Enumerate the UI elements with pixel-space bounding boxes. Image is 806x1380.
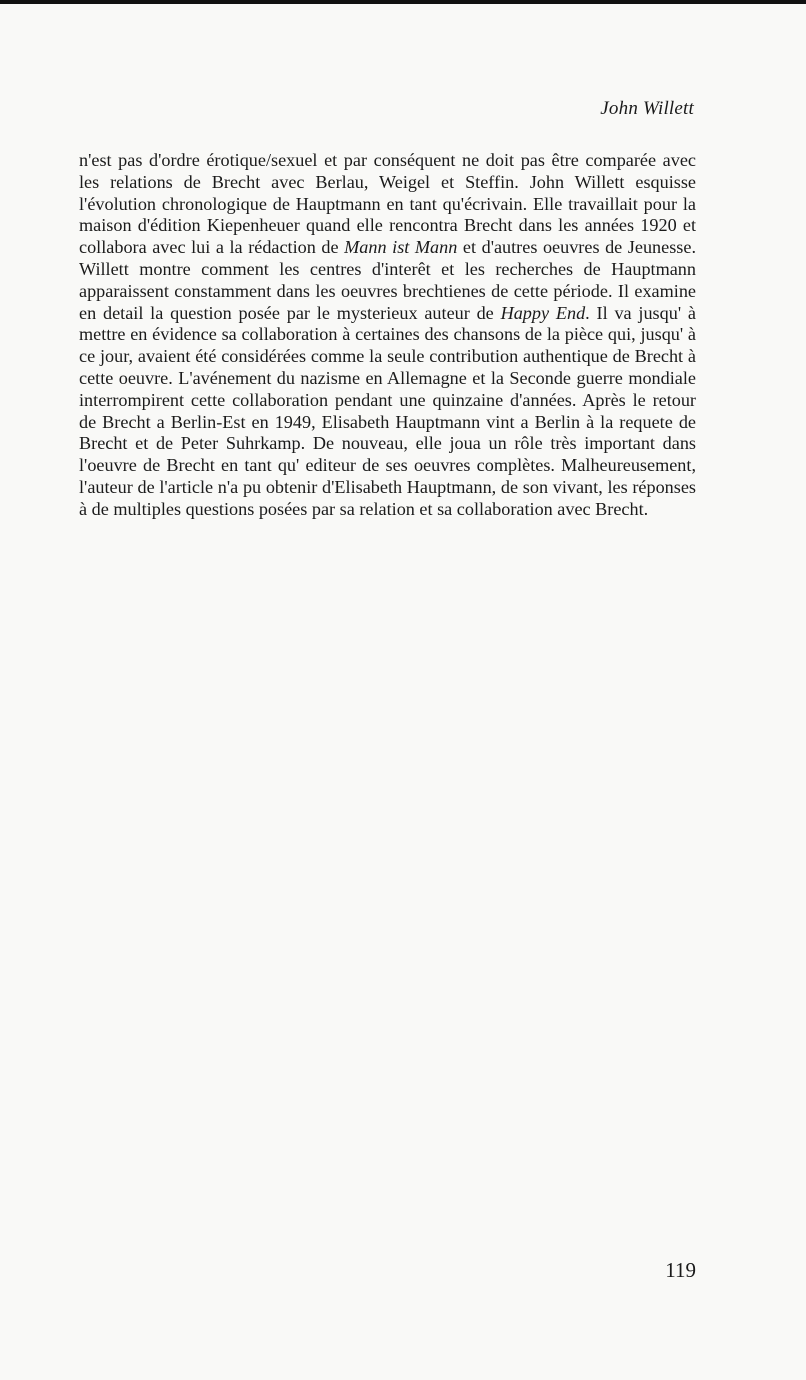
body-text-part-3: . Il va jusqu' à mettre en évidence sa collaboration à certaines des chansons de la pièce qui, jusqu' à ce jour, avaient été considérées comme la seule contribution authentique de Brecht à cette oeuvre. L'avénement du nazisme en Allemagne et la Seconde guerre mondiale interrompirent cette collaboration pendant une quinzaine d'années. Après le retour de Brecht a Berlin-Est en 1949, Elisabeth Hauptmann vint a Berlin à la requete de Brecht et de Peter Suhrkamp. De nouveau, elle joua un rôle très important dans l'oeuvre de Brecht en tant qu' editeur de ses oeuvres complètes. Malheureusement, l'auteur de l'article n'a pu obtenir d'Elisabeth Hauptmann, de son vivant, les réponses à de multiples questions posées par sa relation et sa collaboration avec Brecht.	[79, 302, 696, 519]
top-border-rule	[0, 0, 806, 4]
book-title-mann-ist-mann: Mann ist Mann	[344, 237, 458, 258]
body-text-part-1: n'est pas d'ordre érotique/sexuel et par conséquent ne doit pas être comparée avec les relations de Brecht avec Berlau, Weigel et Steffin. John Willett esquisse l'évolution chronologique de Hauptmann en tant qu'écrivain. Elle travaillait pour la maison d'édition Kiepenheuer quand elle rencontra Brecht dans les années 1920 et collabora avec lui a la rédaction de	[79, 150, 696, 258]
running-head: John Willett	[600, 98, 694, 119]
body-text-part-2: et d'autres oeuvres de Jeunesse. Willett montre comment les centres d'interêt et les recherches de Hauptmann apparaissent constamment dans les oeuvres brechtienes de cette période. Il examine en detail la question posée par le mysterieux auteur de	[79, 237, 696, 323]
book-title-happy-end: Happy End	[500, 302, 586, 323]
body-paragraph	[79, 150, 696, 521]
page-number: 119	[665, 1258, 696, 1282]
